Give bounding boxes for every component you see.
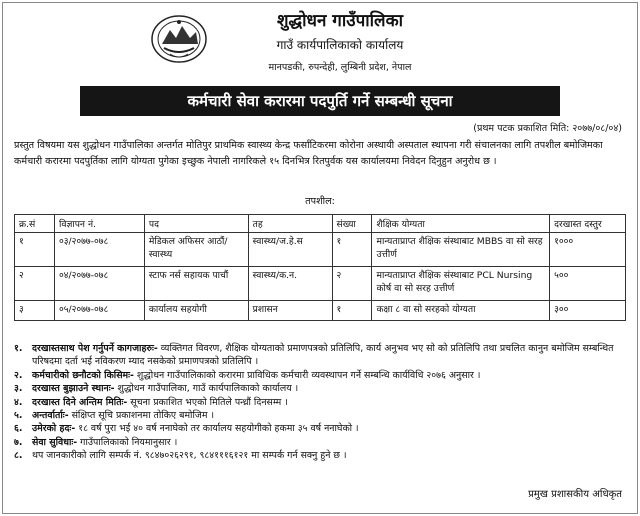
note-label: दरखास्त दिने अन्तिम मितिः- xyxy=(32,396,128,408)
table-cell: स्वास्थ्य/ज.हे.स xyxy=(248,233,332,267)
table-cell: मान्यताप्राप्त शैक्षिक संस्थाबाट MBBS वा सो सरह उत्तीर्ण xyxy=(372,233,550,267)
table-cell: १ xyxy=(332,301,372,321)
table-header-cell: विज्ञापन नं. xyxy=(54,215,144,233)
table-header-row xyxy=(15,215,626,233)
intro-paragraph: प्रस्तुत विषयमा यस शुद्धोधन गाउँपालिका अन्तर्गत मोतिपुर प्राथमिक स्वास्थ्य केन्द्र फर्सांटिकरमा कोरोना अस्थायी अस्पताल स्थापना गरी संचालनका लागि तपशील बमोजिमका कर्मचारी करारमा पदपुर्तिका लागि योग्यता पुगेका इच्छुक नेपाली नागरिकले १५ दिनभित्र रितपुर्वक यस कार्यालयमा निवेदन दिनुहुन अनुरोध छ । xyxy=(14,140,603,167)
note-label: उमेरको हदः- xyxy=(32,423,76,435)
note-text: सूचना प्रकाशित भएको मितिले पन्ध्रौं दिनसम्म । xyxy=(127,396,288,408)
table-cell: १००० xyxy=(550,233,626,267)
note-text: गाउँपालिकाको नियमानुसार । xyxy=(77,436,178,448)
notice-title-banner: कर्मचारी सेवा करारमा पदपुर्ति गर्ने सम्बन्धी सूचना xyxy=(80,86,560,116)
note-number: ४. xyxy=(14,396,23,408)
table-header-cell: पद xyxy=(144,215,248,233)
table-row xyxy=(15,233,626,267)
note-item xyxy=(14,409,626,422)
table-cell: २ xyxy=(15,267,55,301)
table-cell: ३ xyxy=(15,301,55,321)
note-item xyxy=(14,342,626,369)
table-header-cell: दरखास्त दस्तुर xyxy=(550,215,626,233)
signatory-title: प्रमुख प्रशासकीय अधिकृत xyxy=(528,489,622,500)
details-label: तपशील: xyxy=(305,196,335,207)
table-header-cell: क्र.सं xyxy=(15,215,55,233)
note-text: १८ वर्ष पुरा भई ४० वर्ष ननाघेको तर कार्यालय सहयोगीको हकमा ३५ वर्ष ननाघेको । xyxy=(75,423,359,435)
organization-name: शुद्धोधन गाउँपालिका xyxy=(276,11,404,31)
note-label: सेवा सुविधाः- xyxy=(32,436,78,448)
table-row xyxy=(15,301,626,321)
table-header-cell: शैक्षिक योग्यता xyxy=(372,215,550,233)
note-text: संक्षिप्त सूचि प्रकाशनमा तोकिए बमोजिम । xyxy=(68,410,215,422)
table-cell: कक्षा ८ वा सो सरहको योग्यता xyxy=(372,301,550,321)
office-address: मानपडकी, रुपन्देही, लुम्बिनी प्रदेश, नेपाल xyxy=(268,62,412,73)
note-item xyxy=(14,436,626,449)
note-text: व्यक्तिगत विवरण, शैक्षिक योग्यताको प्रमाणपत्रको प्रतिलिपि, कार्य अनुभव भए सो को प्रतिलिपि तथा प्रचलित कानुन बमोजिम सम्बन्धित परिषदमा दर्ता भई नविकरण म्याद नसकेको प्रमाणपत्रको प्रतिलिपि । xyxy=(32,343,614,368)
table-cell: १ xyxy=(15,233,55,267)
note-number: ८. xyxy=(14,450,23,462)
table-cell: स्वास्थ्य/क.न. xyxy=(248,267,332,301)
table-header-cell: संख्या xyxy=(332,215,372,233)
table-cell: १ xyxy=(332,233,372,267)
vacancy-table xyxy=(14,214,626,321)
notes-list xyxy=(14,342,626,463)
table-cell: ०५/२०७७-०७८ xyxy=(54,301,144,321)
table-cell: २ xyxy=(332,267,372,301)
note-number: १. xyxy=(14,343,23,354)
table-cell: कार्यालय सहयोगी xyxy=(144,301,248,321)
note-label: दरखास्तसाथ पेश गर्नुपर्ने कागजाहरुः- xyxy=(32,343,158,354)
table-row xyxy=(15,267,626,301)
note-number: ५. xyxy=(14,410,23,422)
note-number: ७. xyxy=(14,436,23,448)
table-cell: ३०० xyxy=(550,301,626,321)
note-item xyxy=(14,396,626,409)
note-text: शुद्धोधन गाउँपालिकाको करारमा प्राविधिक कर्मचारी व्यवस्थापन गर्ने सम्बन्धि कार्यविधि २०७६ अनुसार । xyxy=(133,369,481,381)
note-item xyxy=(14,422,626,435)
note-item xyxy=(14,449,626,462)
publication-date-note: (प्रथम पटक प्रकाशित मिति: २०७७/०८/०४) xyxy=(473,123,622,134)
table-cell: मान्यताप्राप्त शैक्षिक संस्थाबाट PCL Nursing कोर्ष वा सो सरह उत्तीर्ण xyxy=(372,267,550,301)
note-number: २. xyxy=(14,369,23,381)
table-cell: मेडिकल अफिसर आठौं/स्वास्थ्य xyxy=(144,233,248,267)
note-text: शुद्धोधन गाउँपालिका, गाउँ कार्यपालिकाको कार्यालय । xyxy=(114,383,299,395)
table-cell: ५०० xyxy=(550,267,626,301)
note-item xyxy=(14,369,626,382)
table-cell: प्रशासन xyxy=(248,301,332,321)
note-text: थप जानकारीको लागि सम्पर्क नं. ९८४७०२६२९१, ९८४१११६१२१ मा सम्पर्क गर्न सक्नु हुने छ । xyxy=(32,450,347,462)
note-label: दरखास्त बुझाउने स्थानः- xyxy=(32,383,115,395)
note-number: ६. xyxy=(14,423,23,435)
note-label: कर्मचारीको छनौटको किसिमः- xyxy=(32,369,134,381)
table-header-cell: तह xyxy=(248,215,332,233)
note-item xyxy=(14,382,626,395)
table-cell: स्टाफ नर्स सहायक पाचौं xyxy=(144,267,248,301)
note-number: ३. xyxy=(14,383,23,395)
table-cell: ०४/२०७७-०७८ xyxy=(54,267,144,301)
note-label: अन्तर्वार्ताः- xyxy=(32,410,69,422)
office-name: गाउँ कार्यपालिकाको कार्यालय xyxy=(276,38,404,52)
table-cell: ०३/२०७७-०७८ xyxy=(54,233,144,267)
